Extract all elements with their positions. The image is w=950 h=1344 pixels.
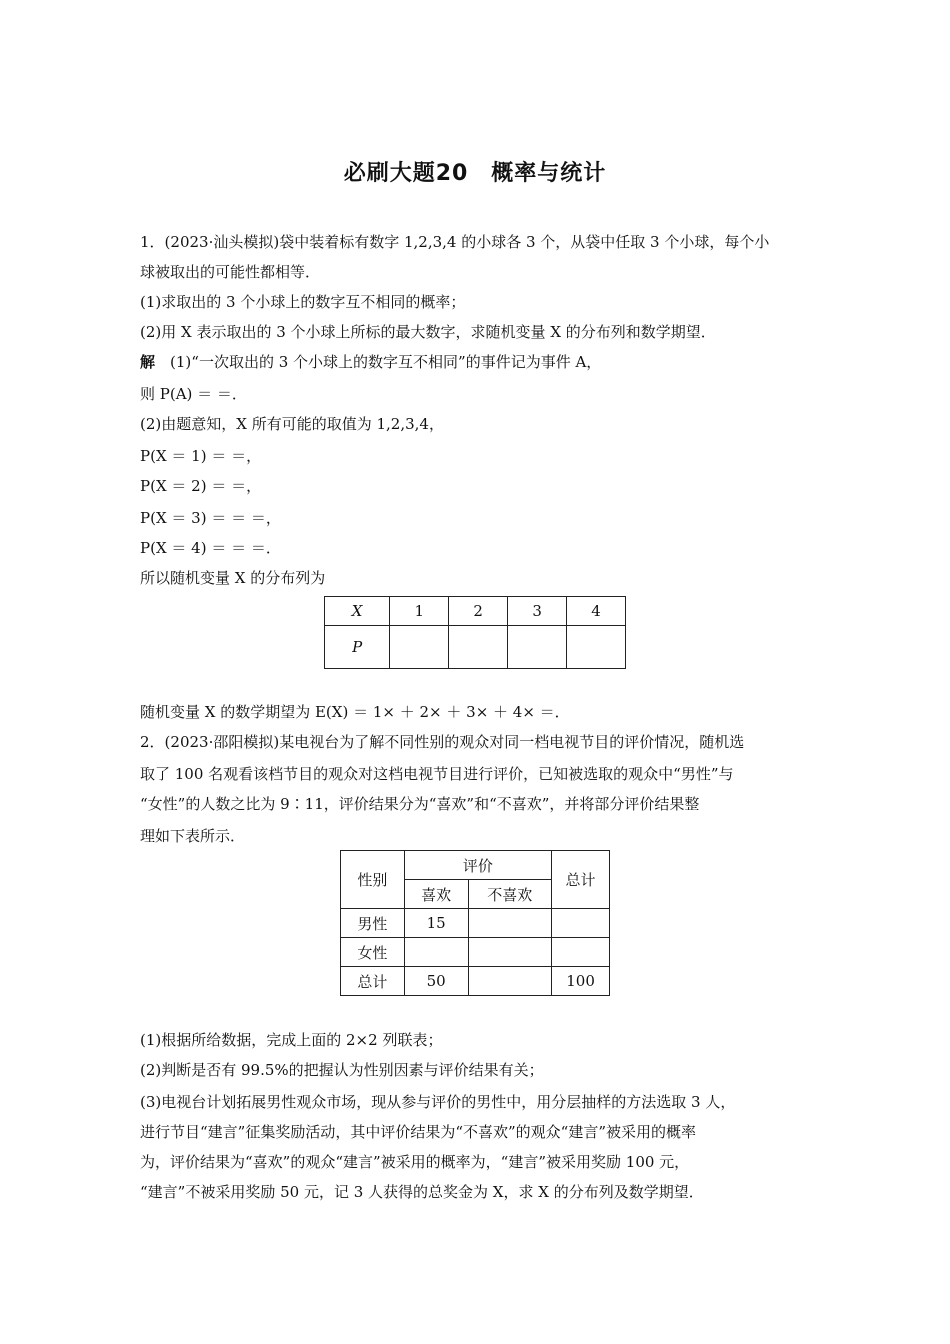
q2-part-3-line-3: 为，评价结果为“喜欢”的观众“建言”被采用的概率为，“建言”被采用奖励 100 元， [140,1153,690,1171]
q1-part-1: (1)求取出的 3 个小球上的数字互不相同的概率； [140,293,466,311]
q2-line-4: 理如下表所示． [140,827,246,845]
table-cell [449,626,508,669]
table-cell: P [325,626,390,669]
table-cell: 总计 [341,967,405,996]
contingency-table [340,850,610,996]
q1-line-2: 球被取出的可能性都相等． [140,263,321,281]
table-cell: 4 [567,597,626,626]
table-cell: 3 [508,597,567,626]
table-row [325,626,626,669]
table-cell: 100 [552,967,610,996]
table-cell [552,938,610,967]
expectation-line: 随机变量 X 的数学期望为 E(X) ＝ 1× ＋ 2× ＋ 3× ＋ 4× ＝． [140,703,570,721]
table-cell: 15 [404,909,468,938]
table-cell [567,626,626,669]
solution-line-2: 则 P(A) ＝ ＝． [140,385,247,403]
q2-part-3-line-4: “建言”不被采用奖励 50 元，记 3 人获得的总奖金为 X，求 X 的分布列及数学期望． [140,1183,704,1201]
q1-line-1: 1．(2023·汕头模拟)袋中装着标有数字 1,2,3,4 的小球各 3 个，从袋中任取 3 个小球，每个小 [140,233,770,251]
table-row [341,851,610,880]
page-title: 必刷大题20 概率与统计 [343,161,607,186]
table-cell: 喜欢 [404,880,468,909]
q2-line-1: 2．(2023·邵阳模拟)某电视台为了解不同性别的观众对同一档电视节目的评价情况，随机选 [140,733,745,751]
q2-part-1: (1)根据所给数据，完成上面的 2×2 列联表； [140,1031,443,1049]
table-cell: 评价 [404,851,551,880]
table-cell: 总计 [552,851,610,909]
prob-x3: P(X ＝ 3) ＝ ＝ ＝， [140,509,281,527]
q2-part-3-line-1: (3)电视台计划拓展男性观众市场，现从参与评价的男性中，用分层抽样的方法选取 3 人， [140,1093,736,1111]
q2-part-2: (2)判断是否有 99.5%的把握认为性别因素与评价结果有关； [140,1061,544,1079]
table-cell: 1 [390,597,449,626]
table-cell [390,626,449,669]
table-cell: 男性 [341,909,405,938]
table-cell [404,938,468,967]
q2-line-2: 取了 100 名观看该档节目的观众对这档电视节目进行评价，已知被选取的观众中“男性”与 [140,765,734,783]
prob-x2: P(X ＝ 2) ＝ ＝， [140,477,262,495]
table-cell: 不喜欢 [468,880,552,909]
solution-label: 解 [140,353,156,371]
table-row [341,909,610,938]
table-cell [468,938,552,967]
table-cell: X [325,597,390,626]
table-row [341,967,610,996]
table-cell [468,909,552,938]
solution-text-1: (1)“一次取出的 3 个小球上的数字互不相同”的事件记为事件 A， [170,353,602,371]
prob-x4: P(X ＝ 4) ＝ ＝ ＝． [140,539,281,557]
table-row [325,597,626,626]
table-cell [552,909,610,938]
solution-line-3: (2)由题意知，X 所有可能的取值为 1,2,3,4， [140,415,444,433]
table-cell [508,626,567,669]
distribution-table [324,596,626,669]
q2-part-3-line-2: 进行节目“建言”征集奖励活动，其中评价结果为“不喜欢”的观众“建言”被采用的概率 [140,1123,697,1141]
distribution-intro: 所以随机变量 X 的分布列为 [140,569,326,587]
solution-line-1 [140,352,820,372]
q1-part-2: (2)用 X 表示取出的 3 个小球上所标的最大数字，求随机变量 X 的分布列和数学期望． [140,323,716,341]
prob-x1: P(X ＝ 1) ＝ ＝， [140,447,262,465]
table-cell [468,967,552,996]
table-cell: 女性 [341,938,405,967]
table-row [341,938,610,967]
q2-line-3: “女性”的人数之比为 9∶11，评价结果分为“喜欢”和“不喜欢”，并将部分评价结果整 [140,795,700,813]
table-cell: 性别 [341,851,405,909]
table-cell: 2 [449,597,508,626]
table-cell: 50 [404,967,468,996]
